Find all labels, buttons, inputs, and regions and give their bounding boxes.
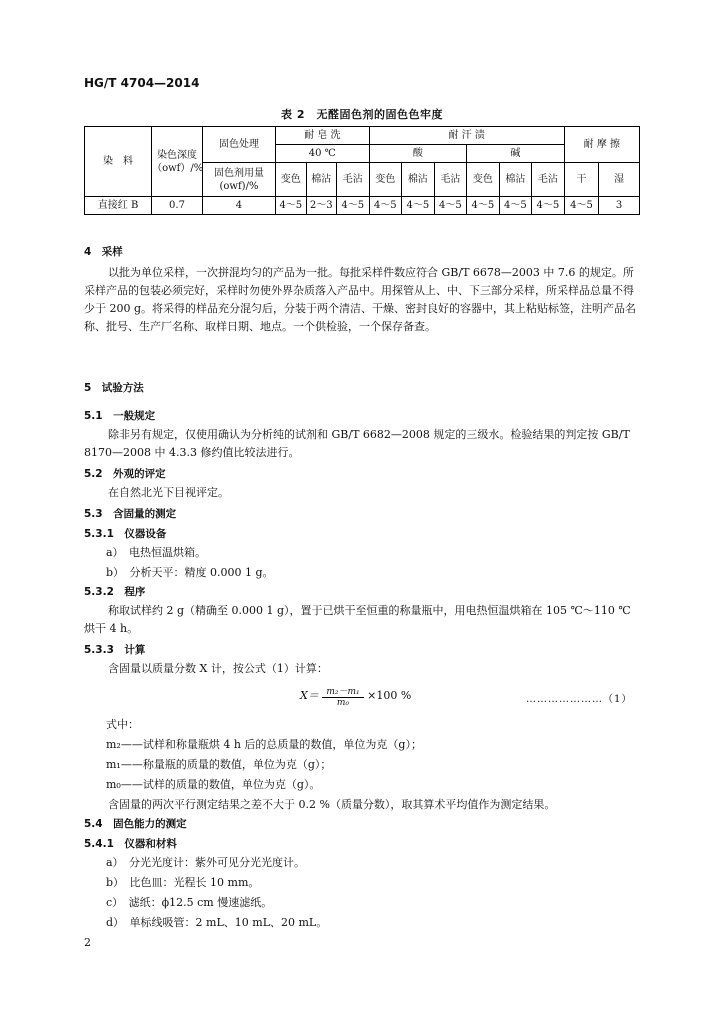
list-item: d） 单标线吸管：2 mL、10 mL、20 mL。 xyxy=(106,916,328,929)
section-5-4-title: 5.4 固色能力的测定 xyxy=(84,818,187,830)
cell-soap-cotton: 2～3 xyxy=(306,197,336,215)
header-sweat: 耐 汗 渍 xyxy=(369,127,564,145)
cell-alkali-cotton: 4～5 xyxy=(499,197,532,215)
standard-header: HG/T 4704—2014 xyxy=(84,76,200,90)
cell-soap-change: 4～5 xyxy=(276,197,306,215)
header-acid-wool: 毛沾 xyxy=(434,163,467,197)
formula-denominator: m₀ xyxy=(336,698,350,708)
header-alkali: 碱 xyxy=(467,145,565,163)
formula-rhs: ×100 % xyxy=(367,689,412,702)
cell-depth: 0.7 xyxy=(152,197,203,215)
section-5-3-1-title: 5.3.1 仪器设备 xyxy=(84,528,167,540)
header-rub-dry: 干 xyxy=(564,163,599,197)
section-5-4-1-title: 5.4.1 仪器和材料 xyxy=(84,838,177,850)
header-dye: 染 料 xyxy=(85,127,152,197)
formula-lhs: X＝ xyxy=(300,689,319,702)
table-row xyxy=(85,197,640,215)
header-soap-temp: 40 ℃ xyxy=(276,145,369,163)
cell-acid-cotton: 4～5 xyxy=(402,197,435,215)
section-5-3-2-text: 称取试样约 2 g（精确至 0.000 1 g），置于已烘干至恒重的称量瓶中，用电热恒温烘箱在 105 ℃～110 ℃烘干 4 h。 xyxy=(84,604,631,635)
section-5-3-3-title: 5.3.3 计算 xyxy=(84,644,146,656)
header-acid-cotton: 棉沾 xyxy=(402,163,435,197)
cell-rub-wet: 3 xyxy=(599,197,640,215)
header-alkali-change: 变色 xyxy=(467,163,500,197)
section-4-text: 以批为单位采样，一次拼混均匀的产品为一批。每批采样件数应符合 GB/T 6678—2003 中 7.6 的规定。所采样产品的包装必须完好，采样时勿使外界杂质落入产品中。用探管从上、中、下三部分采样，所采样品总量不得少于 200 g。将采得的样品充分混匀后，分装于两个清洁、干燥、密封良好的容器中，其上粘贴标签，注明产品名称、批号、生产厂名称、取样日期、地点。一个供检验，一个保存备查。 xyxy=(84,266,637,333)
section-5-1-title: 5.1 一般规定 xyxy=(84,410,156,422)
variable-m0: m₀——试样的质量的数值，单位为克（g）。 xyxy=(106,778,321,791)
header-soap-change: 变色 xyxy=(276,163,306,197)
header-alkali-wool: 毛沾 xyxy=(532,163,565,197)
cell-acid-wool: 4～5 xyxy=(434,197,467,215)
header-acid: 酸 xyxy=(369,145,467,163)
fastness-table xyxy=(84,126,640,215)
formula-fraction xyxy=(322,684,363,708)
header-soap-wool: 毛沾 xyxy=(337,163,370,197)
variable-m1: m₁——称量瓶的质量的数值，单位为克（g）； xyxy=(106,758,332,771)
header-fix-amount: 固色剂用量(owf)/% xyxy=(202,163,275,197)
page-number: 2 xyxy=(84,936,91,949)
cell-alkali-wool: 4～5 xyxy=(532,197,565,215)
section-5-2-text: 在自然北光下目视评定。 xyxy=(108,486,229,499)
formula-number: …………………（1） xyxy=(526,694,633,705)
section-5-3-2-title: 5.3.2 程序 xyxy=(84,586,146,598)
formula-1 xyxy=(300,684,411,708)
table-title: 表 2 无醛固色剂的固色色牢度 xyxy=(281,108,443,121)
list-item: b） 分析天平：精度 0.000 1 g。 xyxy=(106,566,274,579)
formula-numerator: m₂－m₁ xyxy=(322,684,363,698)
header-soap: 耐 皂 洗 xyxy=(276,127,369,145)
list-item: c） 滤纸：ϕ12.5 cm 慢速滤纸。 xyxy=(106,896,273,909)
cell-rub-dry: 4～5 xyxy=(564,197,599,215)
cell-dye: 直接红 B xyxy=(85,197,152,215)
header-alkali-cotton: 棉沾 xyxy=(499,163,532,197)
cell-alkali-change: 4～5 xyxy=(467,197,500,215)
section-5-3-3-tail: 含固量的两次平行测定结果之差不大于 0.2 %（质量分数），取其算术平均值作为测定结果。 xyxy=(108,798,556,811)
list-item: a） 分光光度计：紫外可见分光光度计。 xyxy=(106,856,306,869)
cell-soap-wool: 4～5 xyxy=(337,197,370,215)
section-5-1-text: 除非另有规定，仅使用确认为分析纯的试剂和 GB/T 6682—2008 规定的三级水。检验结果的判定按 GB/T 8170—2008 中 4.3.3 修约值比较法进行。 xyxy=(84,428,630,459)
section-5-3-title: 5.3 含固量的测定 xyxy=(84,508,177,520)
header-rub: 耐 摩 擦 xyxy=(564,127,639,163)
header-fix: 固色处理 xyxy=(202,127,275,163)
variable-m2: m₂——试样和称量瓶烘 4 h 后的总质量的数值，单位为克（g）； xyxy=(106,738,422,751)
cell-fix-amount: 4 xyxy=(202,197,275,215)
header-rub-wet: 湿 xyxy=(599,163,640,197)
section-4-title: 4 采样 xyxy=(84,246,123,258)
section-5-3-3-text: 含固量以质量分数 X 计，按公式（1）计算： xyxy=(108,662,328,675)
where-label: 式中： xyxy=(106,718,139,731)
header-depth: 染色深度（owf）/% xyxy=(152,127,203,197)
header-soap-cotton: 棉沾 xyxy=(306,163,336,197)
list-item: b） 比色皿：光程长 10 mm。 xyxy=(106,876,260,889)
header-acid-change: 变色 xyxy=(369,163,402,197)
cell-acid-change: 4～5 xyxy=(369,197,402,215)
section-5-2-title: 5.2 外观的评定 xyxy=(84,468,166,480)
section-5-title: 5 试验方法 xyxy=(84,382,144,394)
list-item: a） 电热恒温烘箱。 xyxy=(106,546,207,559)
